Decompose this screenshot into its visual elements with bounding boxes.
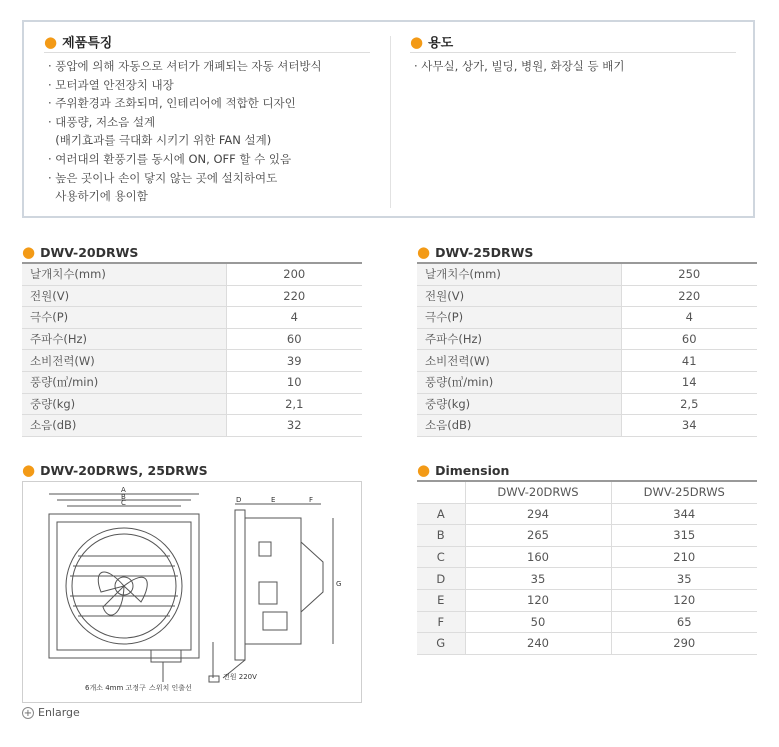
usage-rule: [410, 52, 736, 53]
dim-label: E: [417, 589, 465, 611]
enlarge-link[interactable]: [22, 706, 80, 719]
spec-25-heading: ● DWV-25DRWS: [417, 243, 534, 261]
spec-value: 41: [621, 350, 757, 372]
dim-value-25: 290: [611, 633, 757, 655]
callout-switch: 스위치 인출선: [149, 684, 192, 692]
table-row: [22, 328, 362, 350]
dim-header-20: DWV-20DRWS: [465, 481, 611, 503]
spec-value: 34: [621, 415, 757, 437]
diagram-image[interactable]: [22, 481, 362, 703]
spec-label: 풍량(㎥/min): [417, 371, 621, 393]
dim-label: F: [417, 611, 465, 633]
features-list: [48, 57, 322, 206]
dim-header-25: DWV-25DRWS: [611, 481, 757, 503]
dim-header-blank: [417, 481, 465, 503]
feature-item: 사용하기에 용이함: [48, 189, 148, 204]
spec-label: 극수(P): [22, 307, 226, 329]
dim-value-20: 160: [465, 546, 611, 568]
table-row: [22, 285, 362, 307]
dim-value-20: 50: [465, 611, 611, 633]
dim-letter-a: A: [121, 486, 126, 494]
dim-value-20: 294: [465, 503, 611, 525]
spec-value: 32: [226, 415, 362, 437]
table-row: [417, 525, 757, 547]
usage-heading: ● 용도: [410, 33, 454, 51]
table-header-row: [417, 481, 757, 503]
spec-value: 4: [621, 307, 757, 329]
fan-drawing: [23, 482, 361, 702]
features-rule: [44, 52, 370, 53]
spec-20-heading: ● DWV-20DRWS: [22, 243, 139, 261]
dim-label: G: [417, 633, 465, 655]
dim-value-25: 344: [611, 503, 757, 525]
dim-label: C: [417, 546, 465, 568]
spec-value: 60: [226, 328, 362, 350]
callout-power: 전원 220V: [223, 673, 257, 681]
spec-value: 2,1: [226, 393, 362, 415]
diagram-heading: ● DWV-20DRWS, 25DRWS: [22, 461, 208, 479]
usage-list: [414, 57, 625, 76]
spec-label: 주파수(Hz): [22, 328, 226, 350]
features-heading: ● 제품특징: [44, 33, 113, 51]
spec-label: 소음(dB): [417, 415, 621, 437]
feature-item: · 여러대의 환풍기를 동시에 ON, OFF 할 수 있음: [48, 151, 292, 166]
dim-value-20: 265: [465, 525, 611, 547]
spec-value: 220: [226, 285, 362, 307]
table-row: [22, 263, 362, 285]
table-row: [417, 415, 757, 437]
spec-20-table: [22, 262, 362, 437]
spec-value: 200: [226, 263, 362, 285]
feature-item: · 풍압에 의해 자동으로 셔터가 개폐되는 자동 셔터방식: [48, 59, 322, 73]
dim-letter-f: F: [309, 496, 314, 504]
table-row: [22, 371, 362, 393]
feature-item: (배기효과를 극대화 시키기 위한 FAN 설계): [48, 133, 272, 148]
spec-value: 60: [621, 328, 757, 350]
table-row: [417, 263, 757, 285]
spec-label: 날개치수(mm): [417, 263, 621, 285]
dim-value-25: 120: [611, 589, 757, 611]
table-row: [417, 633, 757, 655]
callout-fixing: 6개소 4mm 고정구: [85, 684, 146, 692]
dim-letter-d: D: [236, 496, 242, 504]
table-row: [417, 546, 757, 568]
dim-value-25: 35: [611, 568, 757, 590]
table-row: [417, 371, 757, 393]
table-row: [417, 328, 757, 350]
column-divider: [390, 36, 391, 208]
table-row: [417, 393, 757, 415]
enlarge-label: Enlarge: [38, 706, 80, 719]
table-row: [417, 350, 757, 372]
bullet-dot-icon: ●: [417, 461, 431, 479]
spec-label: 중량(kg): [417, 393, 621, 415]
dim-value-25: 65: [611, 611, 757, 633]
dim-value-25: 210: [611, 546, 757, 568]
dim-value-20: 120: [465, 589, 611, 611]
spec-25-table: [417, 262, 757, 437]
spec-value: 14: [621, 371, 757, 393]
dim-value-20: 35: [465, 568, 611, 590]
table-row: [22, 350, 362, 372]
feature-item: · 높은 곳이나 손이 닿지 않는 곳에 설치하여도: [48, 170, 278, 185]
table-row: [22, 307, 362, 329]
bullet-dot-icon: ●: [417, 243, 431, 261]
spec-label: 주파수(Hz): [417, 328, 621, 350]
spec-value: 4: [226, 307, 362, 329]
dim-label: D: [417, 568, 465, 590]
table-row: [417, 589, 757, 611]
spec-label: 소음(dB): [22, 415, 226, 437]
spec-value: 39: [226, 350, 362, 372]
spec-value: 2,5: [621, 393, 757, 415]
spec-label: 날개치수(mm): [22, 263, 226, 285]
features-box: [22, 20, 755, 218]
spec-label: 소비전력(W): [417, 350, 621, 372]
table-row: [417, 285, 757, 307]
dim-label: A: [417, 503, 465, 525]
spec-value: 10: [226, 371, 362, 393]
dim-letter-g: G: [336, 580, 342, 588]
table-row: [417, 568, 757, 590]
table-row: [22, 393, 362, 415]
dim-letter-b: B: [121, 493, 126, 501]
table-row: [22, 415, 362, 437]
feature-item: · 모터과열 안전장치 내장: [48, 77, 174, 92]
spec-label: 전원(V): [22, 285, 226, 307]
table-row: [417, 611, 757, 633]
feature-item: · 대풍량, 저소음 설계: [48, 114, 156, 129]
spec-label: 소비전력(W): [22, 350, 226, 372]
bullet-dot-icon: ●: [22, 461, 36, 479]
dimension-heading: ● Dimension: [417, 461, 510, 479]
bullet-dot-icon: ●: [22, 243, 36, 261]
dimension-table: [417, 480, 757, 655]
table-row: [417, 503, 757, 525]
spec-value: 250: [621, 263, 757, 285]
dim-letter-c: C: [121, 499, 126, 507]
dim-value-25: 315: [611, 525, 757, 547]
bullet-dot-icon: ●: [44, 33, 58, 51]
bullet-dot-icon: ●: [410, 33, 424, 51]
dim-label: B: [417, 525, 465, 547]
spec-label: 중량(kg): [22, 393, 226, 415]
spec-label: 전원(V): [417, 285, 621, 307]
table-row: [417, 307, 757, 329]
spec-label: 극수(P): [417, 307, 621, 329]
spec-label: 풍량(㎥/min): [22, 371, 226, 393]
dim-value-20: 240: [465, 633, 611, 655]
usage-item: · 사무실, 상가, 빌딩, 병원, 화장실 등 배기: [414, 59, 625, 73]
feature-item: · 주위환경과 조화되며, 인테리어에 적합한 디자인: [48, 96, 296, 111]
spec-value: 220: [621, 285, 757, 307]
zoom-in-icon: +: [23, 708, 33, 719]
dim-letter-e: E: [271, 496, 276, 504]
